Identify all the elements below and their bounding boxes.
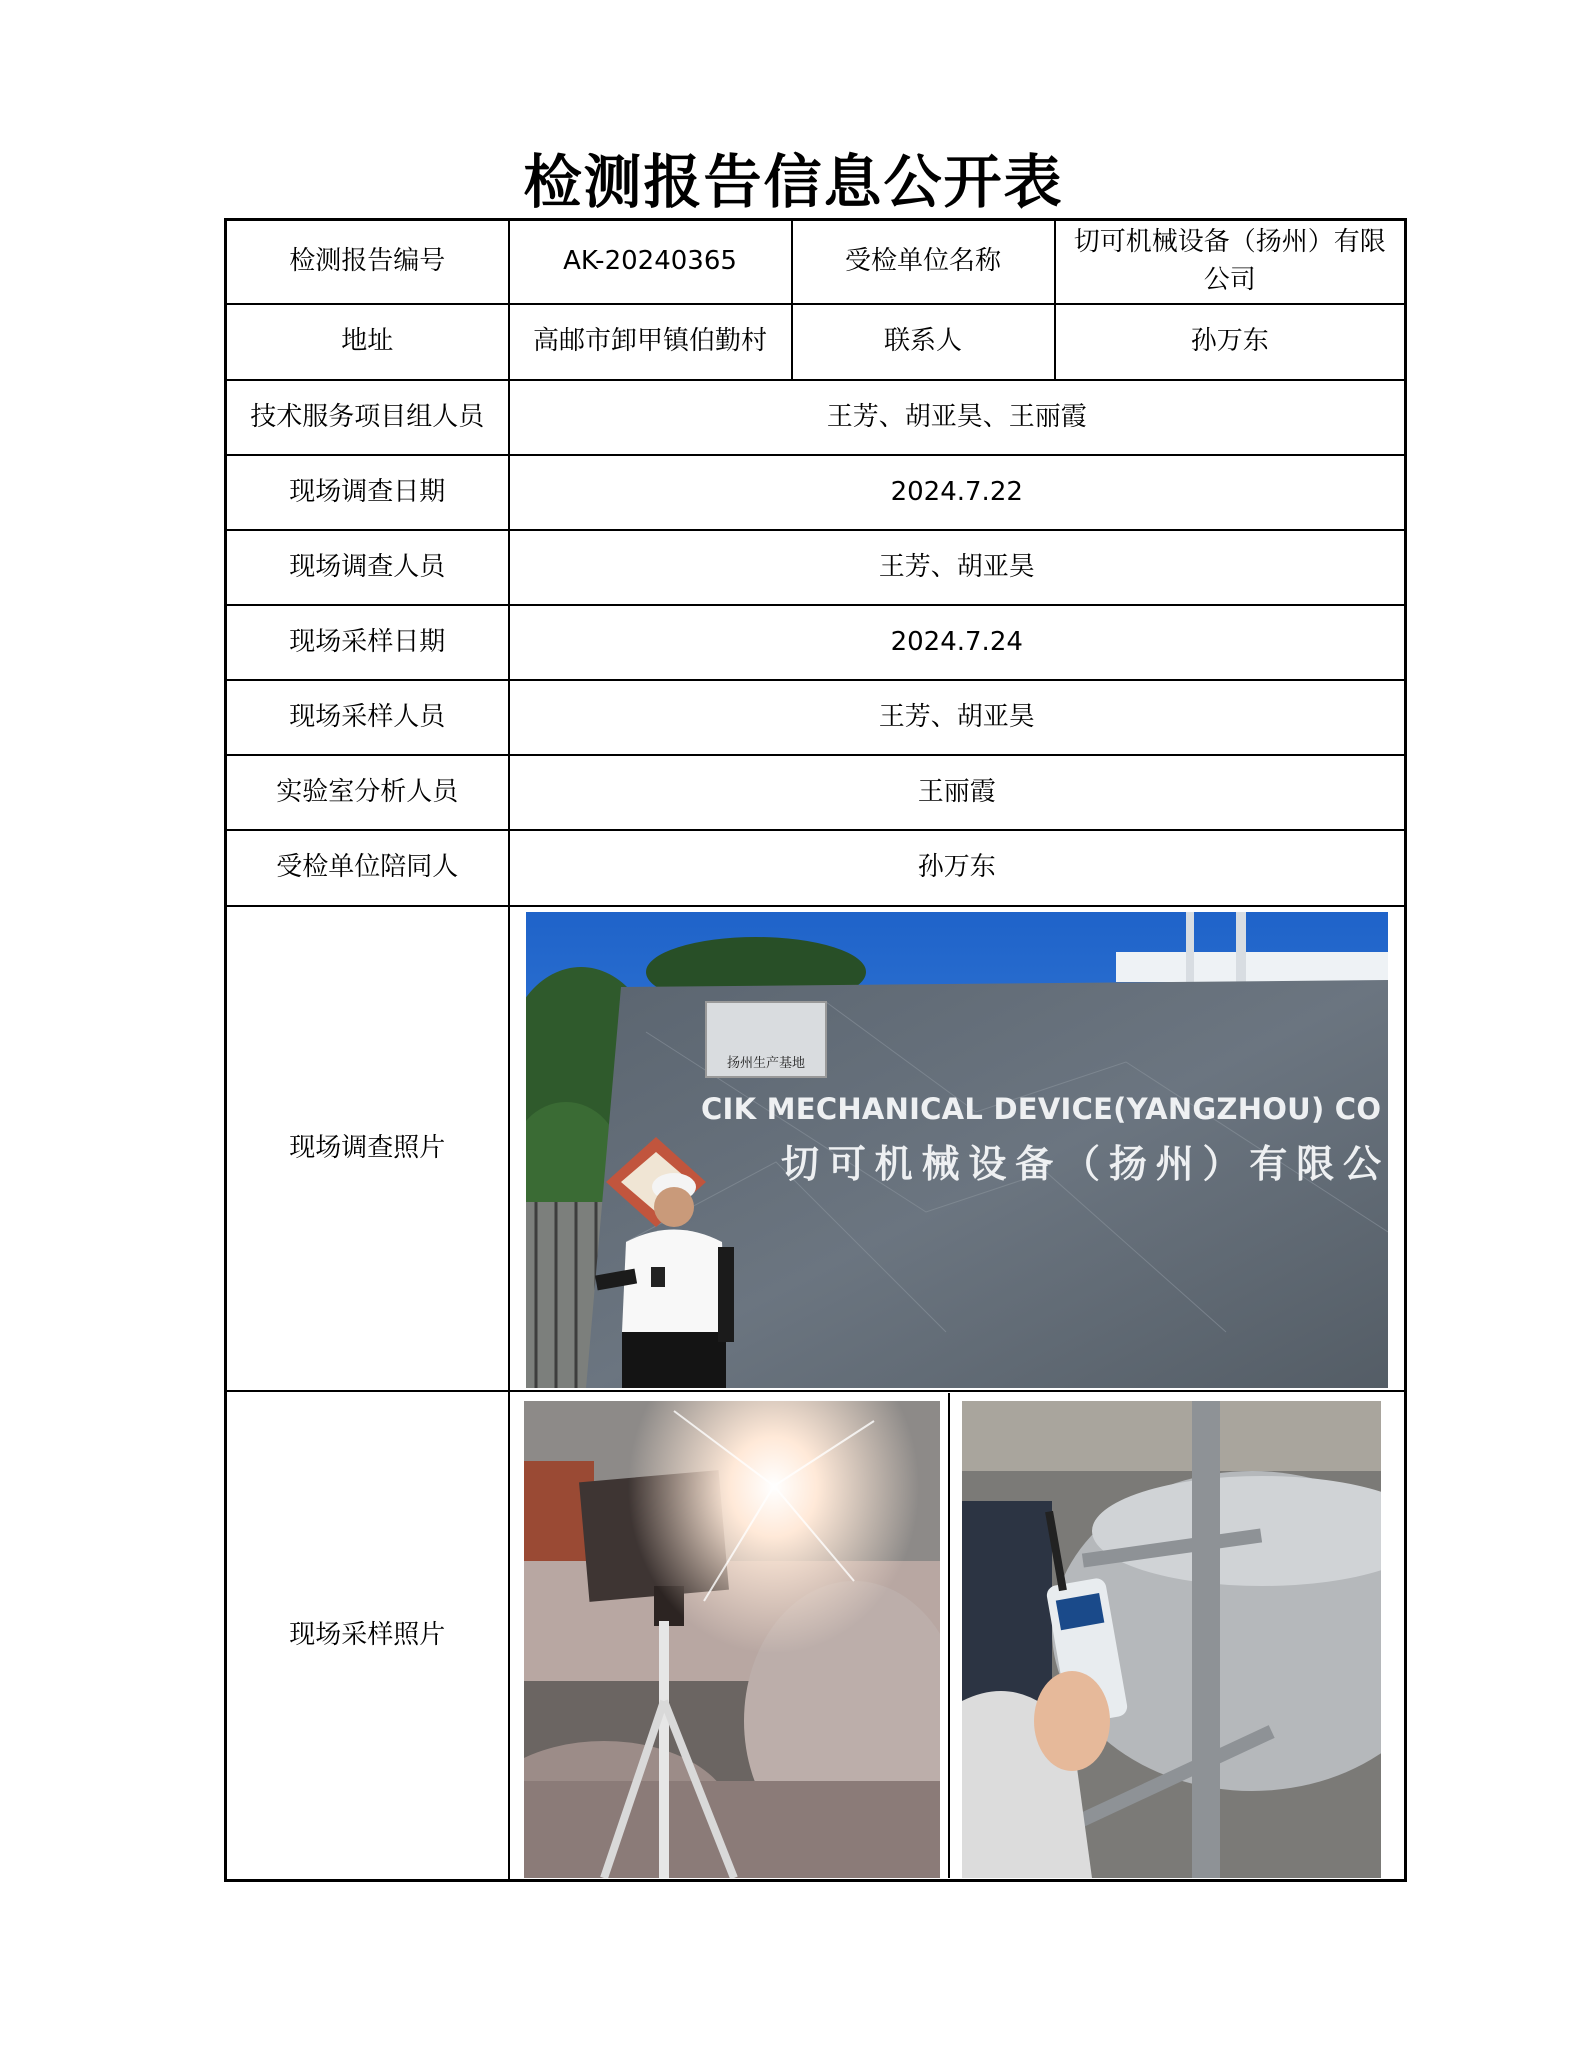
lab-staff-label: 实验室分析人员 <box>226 755 509 830</box>
team-label: 技术服务项目组人员 <box>226 380 509 455</box>
table-row <box>226 755 1406 830</box>
survey-photo-cell <box>509 906 1406 1391</box>
table-row <box>226 530 1406 605</box>
plaque-text: 扬州生产基地 <box>726 1056 805 1071</box>
report-no-label: 检测报告编号 <box>226 220 509 304</box>
contact-label: 联系人 <box>792 304 1055 380</box>
escort-value: 孙万东 <box>509 830 1406 906</box>
table-row <box>226 680 1406 755</box>
table-row <box>226 380 1406 455</box>
survey-date-value: 2024.7.22 <box>509 455 1406 530</box>
survey-date-label: 现场调查日期 <box>226 455 509 530</box>
sampling-staff-value: 王芳、胡亚昊 <box>509 680 1406 755</box>
survey-photo <box>526 912 1388 1388</box>
team-value: 王芳、胡亚昊、王丽霞 <box>509 380 1406 455</box>
survey-staff-value: 王芳、胡亚昊 <box>509 530 1406 605</box>
survey-staff-label: 现场调查人员 <box>226 530 509 605</box>
sampling-photo-2 <box>962 1401 1381 1878</box>
sampling-photo-label: 现场采样照片 <box>226 1391 509 1881</box>
table-row <box>226 906 1406 1391</box>
table-row <box>226 455 1406 530</box>
info-table <box>224 218 1407 1882</box>
report-no-value: AK-20240365 <box>509 220 792 304</box>
table-row <box>226 220 1406 304</box>
address-value: 高邮市卸甲镇伯勤村 <box>509 304 792 380</box>
table-row <box>226 1391 1406 1881</box>
sampling-date-value: 2024.7.24 <box>509 605 1406 680</box>
sign-text-en: CIK MECHANICAL DEVICE(YANGZHOU) CO <box>700 1092 1381 1126</box>
contact-value: 孙万东 <box>1055 304 1406 380</box>
unit-name-label: 受检单位名称 <box>792 220 1055 304</box>
unit-name-value: 切可机械设备（扬州）有限公司 <box>1055 220 1406 304</box>
sampling-date-label: 现场采样日期 <box>226 605 509 680</box>
table-row <box>226 605 1406 680</box>
table-row <box>226 830 1406 906</box>
escort-label: 受检单位陪同人 <box>226 830 509 906</box>
lab-staff-value: 王丽霞 <box>509 755 1406 830</box>
survey-photo-label: 现场调查照片 <box>226 906 509 1391</box>
sampling-staff-label: 现场采样人员 <box>226 680 509 755</box>
sampling-photo-1 <box>524 1401 940 1878</box>
sampling-photo-cell <box>509 1391 1406 1881</box>
address-label: 地址 <box>226 304 509 380</box>
table-row <box>226 304 1406 380</box>
page-title: 检测报告信息公开表 <box>523 148 1064 216</box>
sign-text-cn: 切可机械设备（扬州）有限公 <box>780 1142 1381 1186</box>
